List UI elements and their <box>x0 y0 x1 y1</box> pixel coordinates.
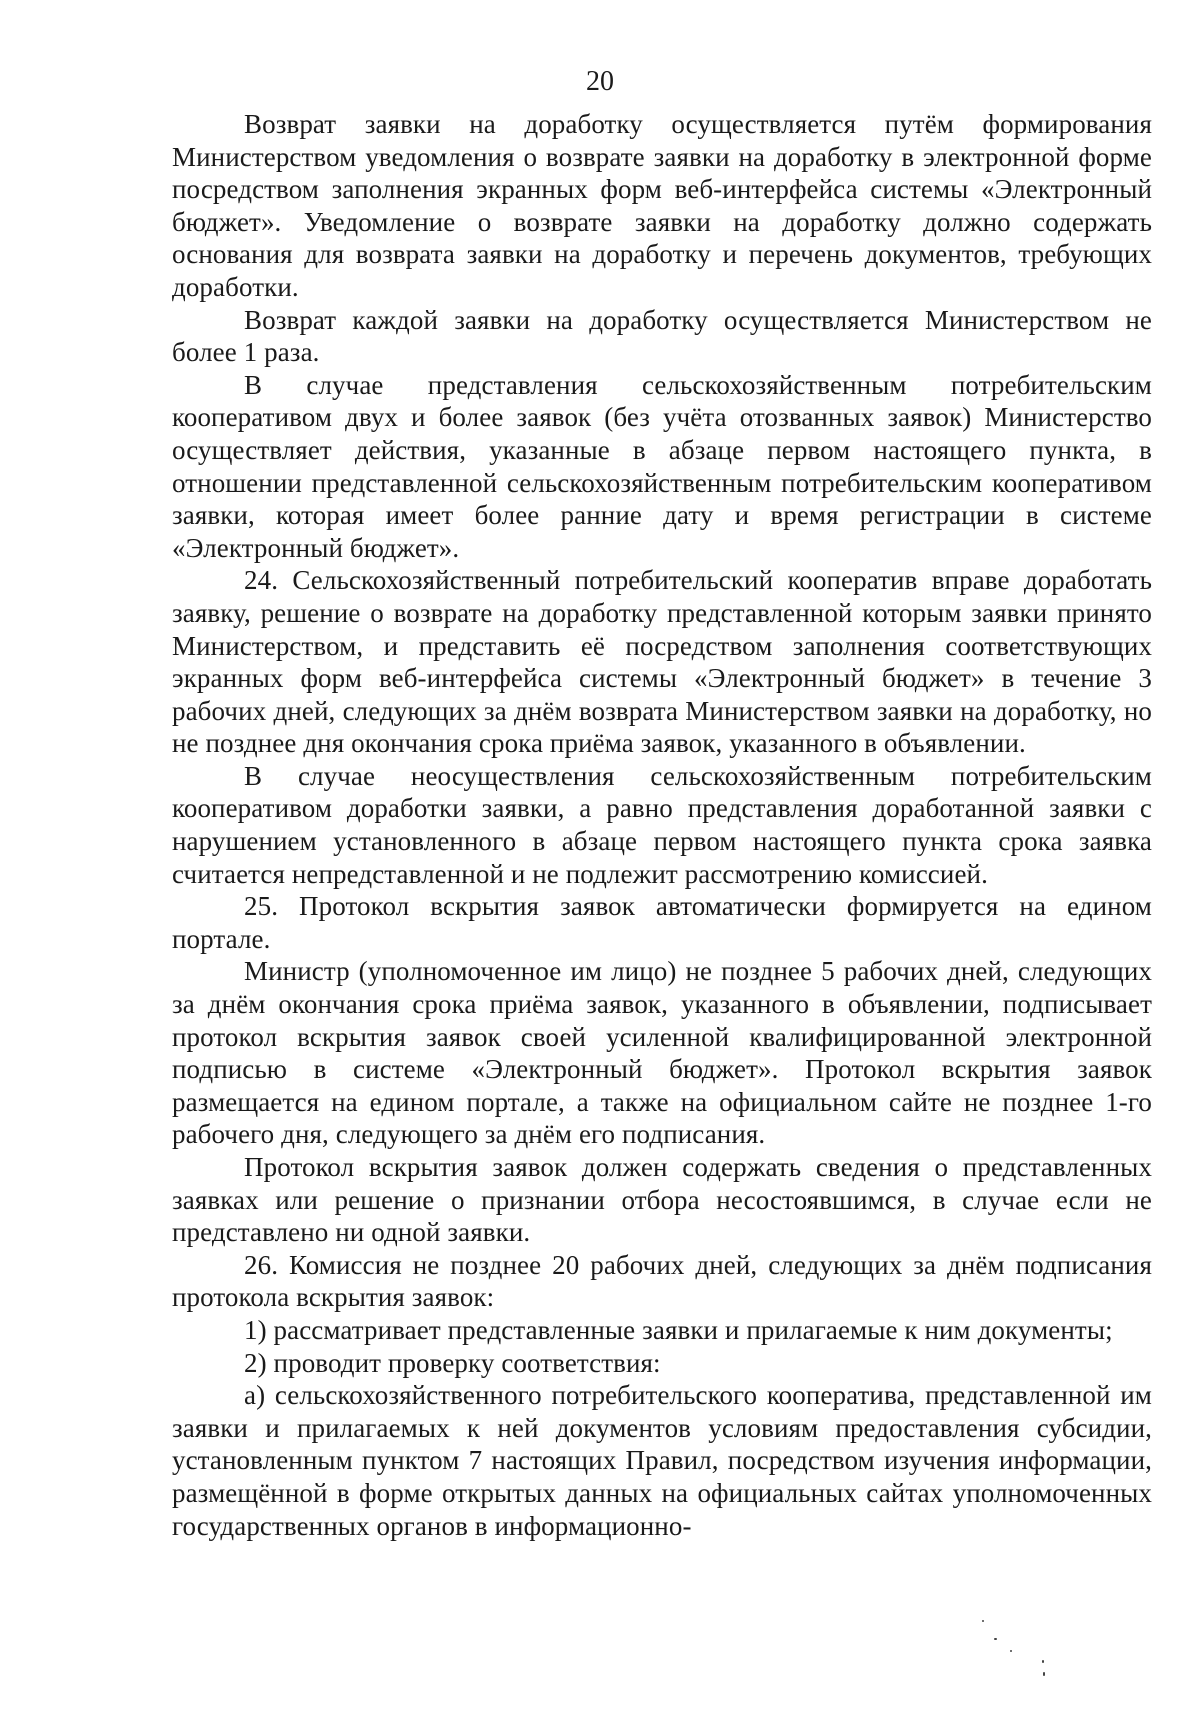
page-number: 20 <box>586 66 614 97</box>
paragraph: В случае неосуществления сельскохозяйственным потребительским кооперативом доработки заявки, а равно представления доработанной заявки с нарушением установленного в абзаце первом настоящего пункта срока заявка считается непредставленной и не подлежит рассмотрению комиссией. <box>172 760 1152 889</box>
paragraph: В случае представления сельскохозяйственным потребительским кооперативом двух и более заявок (без учёта отозванных заявок) Министерство осуществляет действия, указанные в абзаце первом настоящего пункта, в отношении представленной сельскохозяйственным потребительским кооперативом заявки, которая имеет более ранние дату и время регистрации в системе «Электронный бюджет». <box>172 369 1152 563</box>
paragraph: Протокол вскрытия заявок должен содержать сведения о представленных заявках или решение о признании отбора несостоявшимся, в случае если не представлено ни одной заявки. <box>172 1152 1152 1248</box>
paragraph: 25. Протокол вскрытия заявок автоматически формируется на едином портале. <box>172 891 1152 954</box>
scan-specks <box>980 1610 1070 1690</box>
paragraph: Возврат каждой заявки на доработку осуществляется Министерством не более 1 раза. <box>172 304 1152 368</box>
document-body <box>172 108 1152 1542</box>
paragraph: 1) рассматривает представленные заявки и прилагаемые к ним документы; <box>244 1314 1113 1345</box>
paragraph: 2) проводит проверку соответствия: <box>244 1347 661 1378</box>
paragraph: Возврат заявки на доработку осуществляется путём формирования Министерством уведомления о возврате заявки на доработку в электронной форме посредством заполнения экранных форм веб-интерфейса системы «Электронный бюджет». Уведомление о возврате заявки на доработку должно содержать основания для возврата заявки на доработку и перечень документов, требующих доработки. <box>172 109 1152 302</box>
paragraph: 24. Сельскохозяйственный потребительский кооператив вправе доработать заявку, решение о возврате на доработку представленной которым заявки принято Министерством, и представить её посредством заполнения соответствующих экранных форм веб-интерфейса системы «Электронный бюджет» в течение 3 рабочих дней, следующих за днём возврата Министерством заявки на доработку, но не позднее дня окончания срока приёма заявок, указанного в объявлении. <box>172 565 1152 759</box>
paragraph: 26. Комиссия не позднее 20 рабочих дней, следующих за днём подписания протокола вскрытия заявок: <box>172 1249 1152 1313</box>
paragraph: Министр (уполномоченное им лицо) не позднее 5 рабочих дней, следующих за днём окончания срока приёма заявок, указанного в объявлении, подписывает протокол вскрытия заявок своей усиленной квалифицированной электронной подписью в системе «Электронный бюджет». Протокол вскрытия заявок размещается на едином портале, а также на официальном сайте не позднее 1-го рабочего дня, следующего за днём его подписания. <box>172 956 1152 1150</box>
paragraph: а) сельскохозяйственного потребительского кооператива, представленной им заявки и прилагаемых к ней документов условиям предоставления субсидии, установленным пунктом 7 настоящих Правил, посредством изучения информации, размещённой в форме открытых данных на официальных сайтах уполномоченных государственных органов в информационно- <box>172 1380 1152 1541</box>
